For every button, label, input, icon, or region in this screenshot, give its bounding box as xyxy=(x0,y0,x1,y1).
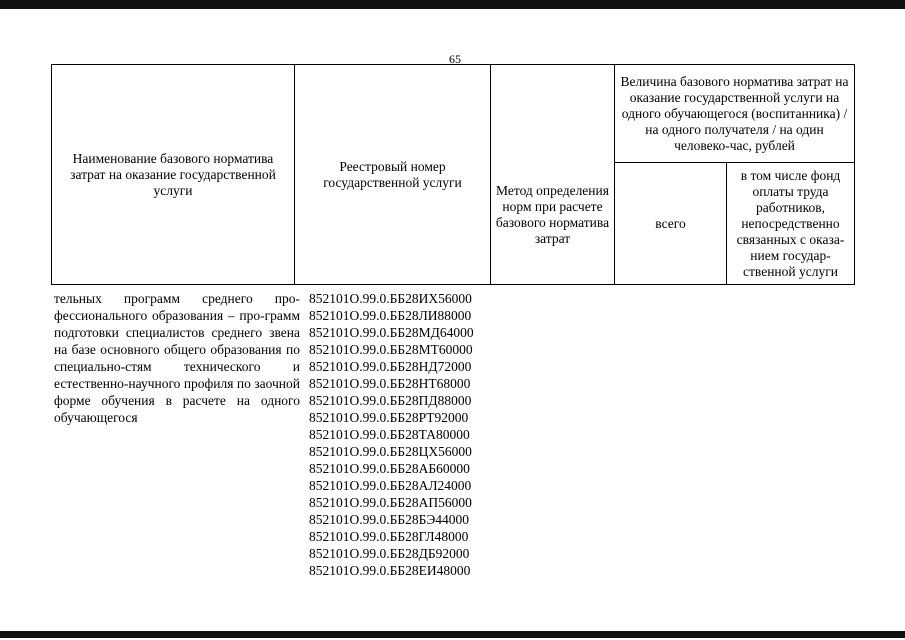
registry-code: 852101О.99.0.ББ28МД64000 xyxy=(309,325,474,340)
page-number: 65 xyxy=(449,52,461,66)
registry-code: 852101О.99.0.ББ28ЦХ56000 xyxy=(309,444,472,459)
registry-code: 852101О.99.0.ББ28ДБ92000 xyxy=(309,546,470,561)
registry-code: 852101О.99.0.ББ28НД72000 xyxy=(309,359,472,374)
registry-code: 852101О.99.0.ББ28АП56000 xyxy=(309,495,472,510)
cost-norm-table-header xyxy=(51,64,855,285)
header-cost-norm-name: Наименование базового норматива затрат на оказание государственной услуги xyxy=(52,65,295,285)
header-payroll-fund: в том числе фонд оплаты труда работников, непосредственно связанных с оказа-нием государ-ственной услуги xyxy=(727,163,855,285)
header-registry-number: Реестровый номер государственной услуги xyxy=(295,65,491,285)
registry-code: 852101О.99.0.ББ28БЭ44000 xyxy=(309,512,470,527)
scan-bottom-border xyxy=(0,631,905,638)
registry-code-list xyxy=(309,290,474,579)
scan-top-border xyxy=(0,0,905,9)
cost-norm-description: тельных программ среднего про-фессионального образования – про-грамм подготовки специалистов среднего звена на базе основного общего образования по специально-стям технического и естественно-научного профиля по заочной форме обучения в расчете на одного обучающегося xyxy=(54,291,300,425)
registry-code: 852101О.99.0.ББ28АБ60000 xyxy=(309,461,470,476)
registry-code: 852101О.99.0.ББ28ЕИ48000 xyxy=(309,563,471,578)
registry-code: 852101О.99.0.ББ28НТ68000 xyxy=(309,376,471,391)
header-total: всего xyxy=(615,163,727,285)
registry-code: 852101О.99.0.ББ28ЛИ88000 xyxy=(309,308,472,323)
registry-code: 852101О.99.0.ББ28АЛ24000 xyxy=(309,478,472,493)
header-method: Метод определения норм при расчете базового норматива затрат xyxy=(491,65,615,285)
registry-code: 852101О.99.0.ББ28ТА80000 xyxy=(309,427,470,442)
registry-code: 852101О.99.0.ББ28ПД88000 xyxy=(309,393,472,408)
registry-code: 852101О.99.0.ББ28РТ92000 xyxy=(309,410,469,425)
registry-code: 852101О.99.0.ББ28ИХ56000 xyxy=(309,291,472,306)
header-norm-value: Величина базового норматива затрат на оказание государственной услуги на одного обучающегося (воспитанника) / на одного получателя / на один человеко-час, рублей xyxy=(615,65,855,163)
registry-code: 852101О.99.0.ББ28МТ60000 xyxy=(309,342,473,357)
registry-code: 852101О.99.0.ББ28ГЛ48000 xyxy=(309,529,469,544)
